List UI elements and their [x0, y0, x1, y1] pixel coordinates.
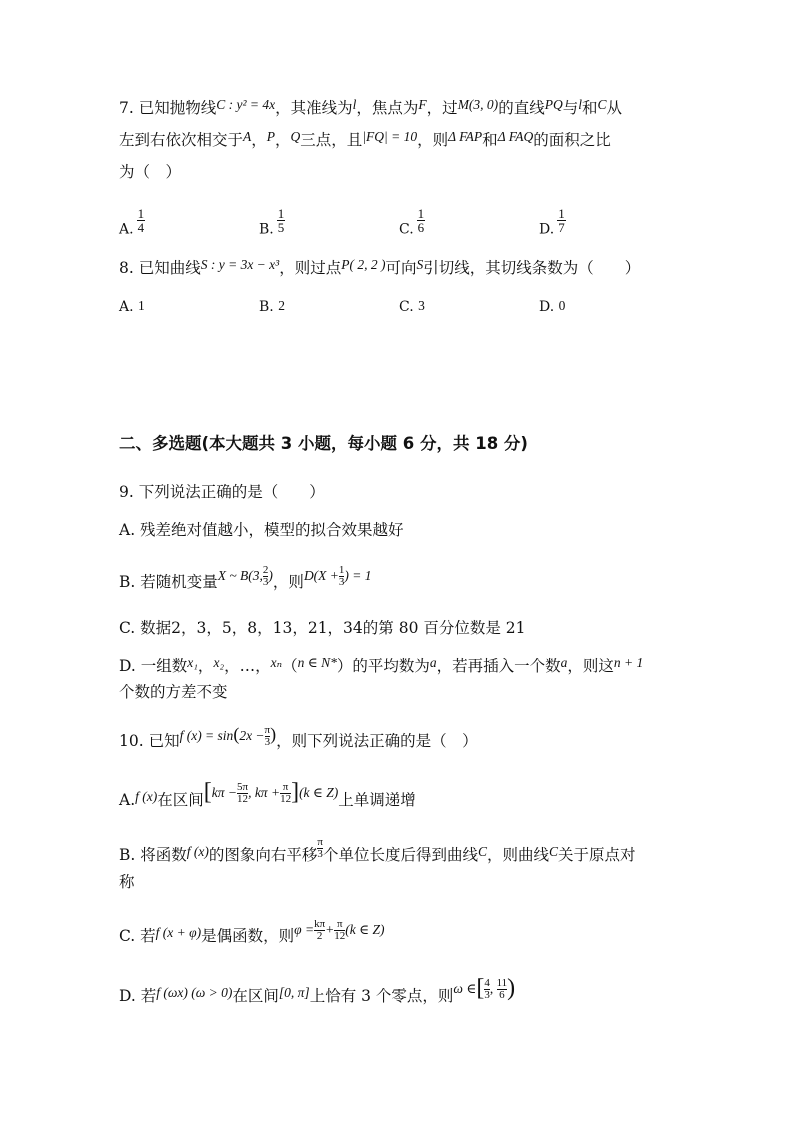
q7-triangle-faq: Δ FAQ [497, 129, 534, 144]
option-value: 3 [418, 298, 425, 313]
math-interval: [0, π] [278, 985, 310, 1000]
math-condition: n ∈ N* [297, 655, 337, 670]
q8-text: 8. 已知曲线 [119, 259, 201, 277]
math-text: 2x − [239, 728, 265, 743]
denominator: 3 [264, 736, 271, 749]
option-label: C. [399, 299, 414, 315]
q7-line2 [119, 130, 611, 151]
q9-text: （ [282, 657, 298, 675]
denominator: 7 [558, 220, 565, 235]
numerator: 5π [237, 781, 249, 794]
math-f-shift: f (x + φ) [155, 925, 202, 940]
q10-text: ，则下列说法正确的是（ ） [276, 732, 478, 750]
fraction [317, 837, 323, 860]
math-a: a [429, 655, 437, 670]
q10-d-omega-range [453, 975, 516, 1002]
denominator: 12 [334, 930, 346, 943]
denominator: 6 [417, 220, 425, 235]
q10-option-b-line2: 称 [119, 873, 135, 891]
fraction [497, 978, 508, 1001]
q7-line1 [119, 98, 622, 119]
math-text: ω ∈ [453, 981, 477, 996]
q8-option-b [259, 297, 285, 317]
denominator: 12 [237, 793, 249, 806]
q7-text: 左到右依次相交于 [119, 131, 244, 149]
math-condition: (k ∈ Z) [345, 922, 385, 937]
numerator: 1 [338, 564, 345, 577]
q10-text: 在区间 [157, 791, 204, 809]
denominator: 12 [280, 793, 292, 806]
q10-text: 个单位长度后得到曲线 [322, 846, 478, 864]
numerator: 1 [558, 206, 565, 221]
q9-text: B. 若随机变量 [119, 573, 218, 591]
bracket: ] [291, 779, 300, 805]
q9-text: ，则 [272, 573, 304, 591]
section-heading: 二、多选题(本大题共 3 小题，每小题 6 分，共 18 分) [119, 434, 528, 453]
q7-triangle-fap: Δ FAP [448, 129, 483, 144]
q8-text: 引切线，其切线条数为（ ） [423, 259, 641, 277]
q9-b-variance [303, 564, 372, 589]
denominator: 3 [338, 576, 345, 589]
option-label: D. [539, 299, 555, 315]
numerator: 4 [484, 977, 490, 990]
q7-option-b [259, 206, 285, 243]
q7-text: ，则 [417, 131, 449, 149]
paren: ) [270, 724, 277, 744]
q7-focus: F [418, 97, 427, 112]
q10-text: D. 若 [119, 987, 157, 1005]
math-text: + [325, 922, 335, 937]
option-fraction [137, 207, 146, 234]
q9-text: ）的平均数为 [336, 657, 430, 675]
q9-text: ，…， [224, 657, 271, 675]
option-value: 0 [558, 298, 566, 313]
option-fraction [417, 207, 426, 234]
math-xn: xₙ [270, 655, 283, 670]
denominator: 4 [137, 220, 145, 235]
math-text: X ~ B(3, [217, 568, 263, 583]
q7-curve-c: C [597, 97, 607, 112]
math-curve-c: C [548, 844, 558, 859]
q7-text: ，过 [426, 99, 458, 117]
math-text: φ = [294, 922, 315, 937]
math-curve-c: C [477, 844, 487, 859]
q7-parabola-eq: C : y² = 4x [216, 97, 276, 112]
math-text: f (x) = sin [179, 728, 234, 743]
option-value: 2 [278, 298, 285, 313]
q8-option-c [399, 297, 425, 317]
q10-a-interval [203, 779, 339, 806]
q10-text: 关于原点对 [558, 846, 636, 864]
math-fx: f (x) [186, 844, 209, 859]
denominator: 3 [484, 989, 490, 1002]
q9-text: ， [197, 657, 214, 675]
bracket: [ [476, 975, 485, 1001]
q9-option-a: A. 残差绝对值越小，模型的拟合效果越好 [119, 521, 404, 539]
fraction [314, 919, 325, 942]
math-text: , kπ + [248, 785, 281, 800]
q7-text: 的面积之比 [533, 131, 611, 149]
math-x1: x₁ [187, 655, 198, 670]
math-f-omega: f (ωx) (ω > 0) [156, 985, 233, 1000]
q8-stem [119, 258, 640, 279]
comma: , [489, 981, 497, 996]
q7-point-p: P [266, 129, 276, 144]
q10-text: A. [119, 791, 136, 809]
fraction [237, 782, 248, 805]
option-fraction [277, 207, 286, 234]
q10-stem [119, 724, 478, 754]
option-label: D. [539, 221, 555, 238]
q7-point-a: A [243, 129, 252, 144]
q9-text: ，则这 [567, 657, 614, 675]
numerator: π [334, 919, 345, 931]
q8-option-d [539, 297, 565, 317]
q8-curve-eq: S : y = 3x − x³ [200, 257, 280, 272]
q9-option-b [119, 564, 372, 595]
q10-text: 是偶函数，则 [201, 927, 295, 945]
q8-option-a [119, 297, 145, 317]
q10-b-shift [317, 836, 323, 861]
math-text: D(X + [303, 568, 339, 583]
numerator: 2 [262, 564, 269, 577]
q10-text: 上恰有 3 个零点，则 [309, 987, 454, 1005]
q10-text: 在区间 [232, 987, 279, 1005]
fraction [280, 782, 291, 805]
q7-text: 与 [562, 99, 579, 117]
option-label: B. [259, 299, 274, 315]
q7-text: 三点，且 [300, 131, 363, 149]
q7-text: 的直线 [498, 99, 545, 117]
q8-text: ，则过点 [279, 259, 342, 277]
option-value: 1 [138, 298, 145, 313]
q10-text: ，则曲线 [486, 846, 549, 864]
q7-text: ， [275, 131, 291, 149]
numerator: π [317, 836, 323, 849]
numerator: 1 [137, 206, 145, 221]
math-text: kπ − [211, 785, 237, 800]
bracket: ) [507, 975, 516, 1001]
math-text: ) = 1 [344, 568, 372, 583]
numerator: 11 [496, 977, 508, 990]
q7-point-m: M(3, 0) [457, 97, 499, 112]
bracket: [ [203, 779, 212, 805]
option-label: C. [399, 221, 414, 238]
q9-text: D. 一组数 [119, 657, 188, 675]
q9-option-c: C. 数据2，3，5，8，13，21，34的第 80 百分位数是 21 [119, 619, 526, 637]
q9-b-distribution [217, 564, 273, 589]
q10-option-d [119, 975, 516, 1009]
q7-directrix: l [352, 97, 357, 112]
q7-fq-length: |FQ| = 10 [362, 129, 418, 144]
q10-text: 的图象向右平移 [208, 846, 318, 864]
numerator: kπ [314, 918, 326, 931]
denominator: 5 [277, 220, 285, 235]
q10-text: B. 将函数 [119, 846, 187, 864]
math-n-plus-1: n + 1 [613, 655, 644, 670]
option-label: A. [119, 221, 134, 238]
q7-point-q: Q [290, 129, 301, 144]
q9-option-d-line1 [119, 656, 643, 677]
fraction [334, 919, 345, 942]
q7-option-c [399, 206, 425, 243]
q9-text: ，若再插入一个数 [436, 657, 561, 675]
q10-function [179, 724, 277, 749]
q7-text: ，其准线为 [275, 99, 353, 117]
q7-text: ， [251, 131, 267, 149]
q10-option-b-line1 [119, 836, 636, 868]
q9-stem: 9. 下列说法正确的是（ ） [119, 483, 325, 501]
math-fx: f (x) [135, 789, 158, 804]
q7-option-d [539, 206, 566, 243]
q7-text: 7. 已知抛物线 [119, 99, 217, 117]
denominator: 3 [262, 576, 269, 589]
q7-text: 和 [482, 131, 498, 149]
q10-c-phi [294, 918, 385, 943]
numerator: 1 [277, 206, 285, 221]
q7-text: 从 [606, 99, 623, 117]
q7-line3: 为（ ） [119, 163, 182, 181]
paren: ( [233, 724, 240, 744]
numerator: 1 [417, 206, 425, 221]
math-a: a [560, 655, 568, 670]
math-text: ) [268, 568, 273, 583]
q8-curve-s: S [416, 257, 424, 272]
q7-directrix: l [578, 97, 582, 112]
option-label: B. [259, 221, 274, 238]
denominator: 2 [316, 930, 323, 943]
q10-text: 10. 已知 [119, 732, 180, 750]
math-condition: (k ∈ Z) [299, 785, 339, 800]
math-x2: x₂ [213, 655, 225, 670]
q10-text: C. 若 [119, 927, 156, 945]
q7-text: 和 [581, 99, 598, 117]
denominator: 3 [317, 848, 323, 861]
q10-text: 上单调递增 [338, 791, 416, 809]
denominator: 6 [499, 989, 505, 1002]
option-label: A. [119, 299, 134, 315]
q7-option-a [119, 206, 145, 243]
numerator: π [280, 782, 291, 794]
q9-option-d-line2: 个数的方差不变 [119, 683, 228, 701]
q7-line-pq: PQ [544, 97, 563, 112]
q8-point-p: P( 2, 2 ) [341, 257, 386, 272]
numerator: π [264, 724, 271, 737]
q7-text: ，焦点为 [356, 99, 419, 117]
q8-text: 可向 [385, 259, 417, 277]
option-fraction [557, 207, 566, 234]
